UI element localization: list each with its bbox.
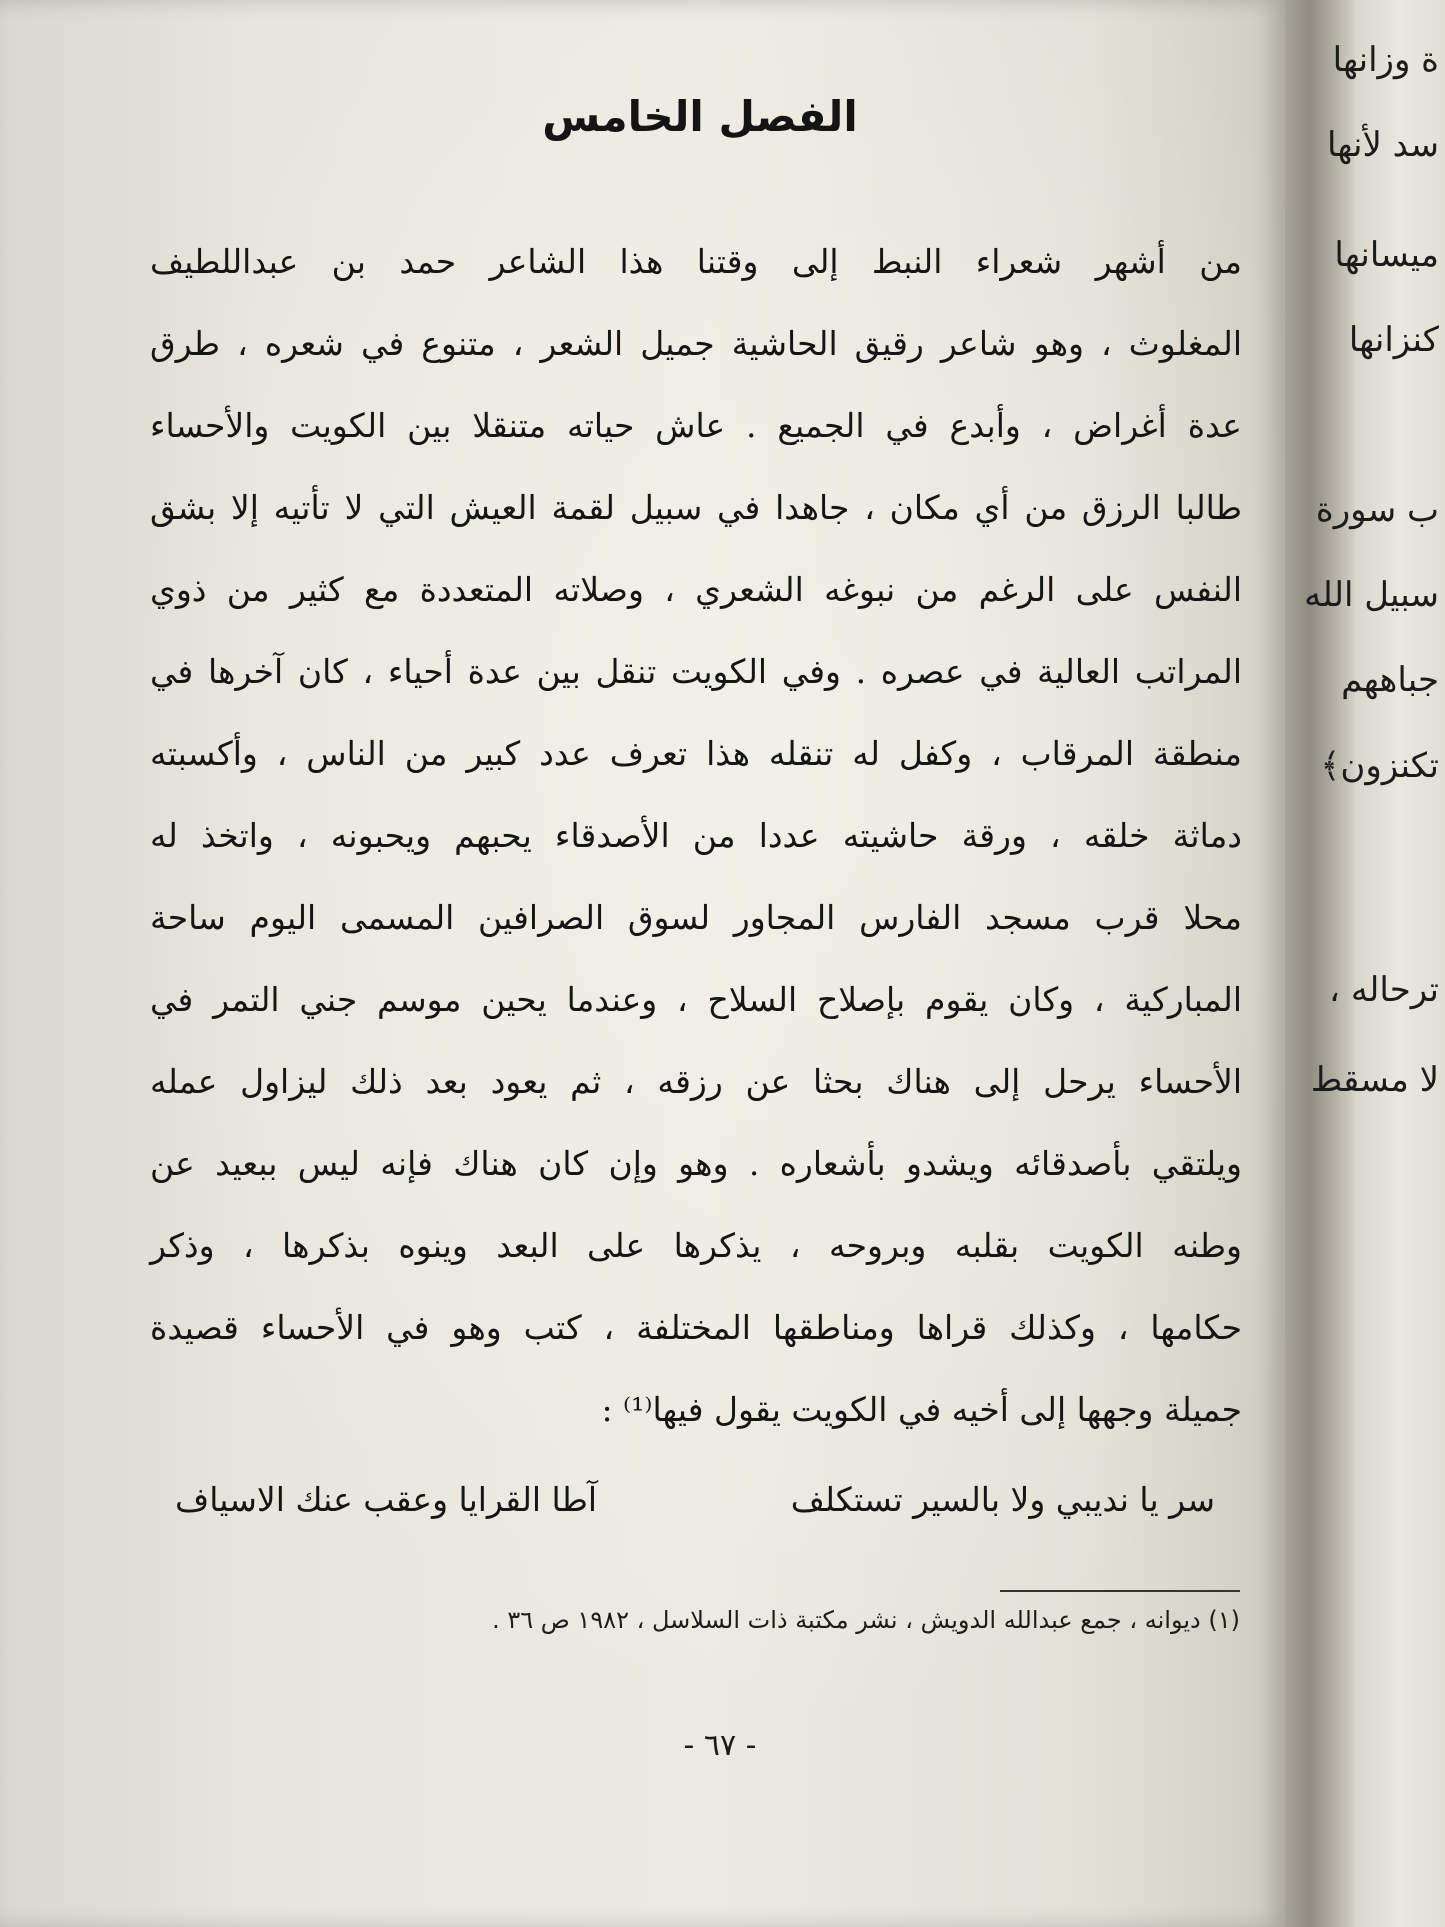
text-line: طالبا الرزق من أي مكان ، جاهدا في سبيل لقمة العيش التي لا تأتيه إلا بشق	[150, 488, 1242, 527]
facing-page-fragment: سبيل الله	[1304, 575, 1439, 615]
facing-page-fragment: ميسانها	[1334, 235, 1439, 275]
text-line: دماثة خلقه ، ورقة حاشيته عددا من الأصدقاء يحبهم ويحبونه ، واتخذ له	[150, 816, 1242, 855]
text-line: المباركية ، وكان يقوم بإصلاح السلاح ، وعندما يحين موسم جني التمر في	[150, 980, 1242, 1019]
text-line: منطقة المرقاب ، وكفل له تنقله هذا تعرف عدد كبير من الناس ، وأكسبته	[150, 734, 1242, 773]
text-line: محلا قرب مسجد الفارس المجاور لسوق الصرافين المسمى اليوم ساحة	[150, 898, 1242, 937]
facing-page-fragment: لا مسقط	[1310, 1060, 1439, 1100]
page-number: - ٦٧ -	[683, 1728, 757, 1763]
facing-page-fragment: كنزانها	[1348, 320, 1439, 360]
facing-page-edge	[1304, 0, 1445, 1927]
text-line: الأحساء يرحل إلى هناك بحثا عن رزقه ، ثم يعود بعد ذلك ليزاول عمله	[150, 1062, 1242, 1101]
facing-page-fragment: ترحاله ،	[1329, 970, 1439, 1010]
facing-page-fragment: تكنزون﴾	[1320, 746, 1439, 786]
footnote: (١) ديوانه ، جمع عبدالله الدويش ، نشر مكتبة ذات السلاسل ، ١٩٨٢ ص ٣٦ .	[492, 1606, 1240, 1634]
facing-page-fragment: ة وزانها	[1332, 40, 1439, 80]
text-line: عدة أغراض ، وأبدع في الجميع . عاش حياته متنقلا بين الكويت والأحساء	[150, 406, 1242, 445]
book-gutter	[1285, 0, 1355, 1927]
verse-second-hemistich: آطا القرايا وعقب عنك الاسياف	[175, 1480, 598, 1519]
text-line: حكامها ، وكذلك قراها ومناطقها المختلفة ، كتب وهو في الأحساء قصيدة	[150, 1308, 1242, 1347]
facing-page-fragment: سد لأنها	[1326, 125, 1439, 165]
text-line: النفس على الرغم من نبوغه الشعري ، وصلاته المتعددة مع كثير من ذوي	[150, 570, 1242, 609]
text-line: من أشهر شعراء النبط إلى وقتنا هذا الشاعر حمد بن عبداللطيف	[150, 242, 1242, 281]
facing-page-fragment: جباههم	[1341, 660, 1439, 700]
footnote-divider	[1000, 1590, 1240, 1592]
poem-verse	[175, 1480, 1215, 1540]
text-line: جميلة وجهها إلى أخيه في الكويت يقول فيها⁽¹⁾ :	[601, 1390, 1242, 1429]
text-line: المغلوث ، وهو شاعر رقيق الحاشية جميل الشعر ، متنوع في شعره ، طرق	[150, 324, 1242, 363]
chapter-title: الفصل الخامس	[542, 92, 858, 141]
facing-page-fragment: ب سورة	[1315, 490, 1439, 530]
text-line: وطنه الكويت بقلبه وبروحه ، يذكرها على البعد وينوه بذكرها ، وذكر	[150, 1226, 1242, 1265]
text-line: المراتب العالية في عصره . وفي الكويت تنقل بين عدة أحياء ، كان آخرها في	[150, 652, 1242, 691]
text-line: ويلتقي بأصدقائه ويشدو بأشعاره . وهو وإن كان هناك فإنه ليس ببعيد عن	[150, 1144, 1242, 1183]
verse-first-hemistich: سر يا نديبي ولا بالسير تستكلف	[790, 1480, 1215, 1519]
